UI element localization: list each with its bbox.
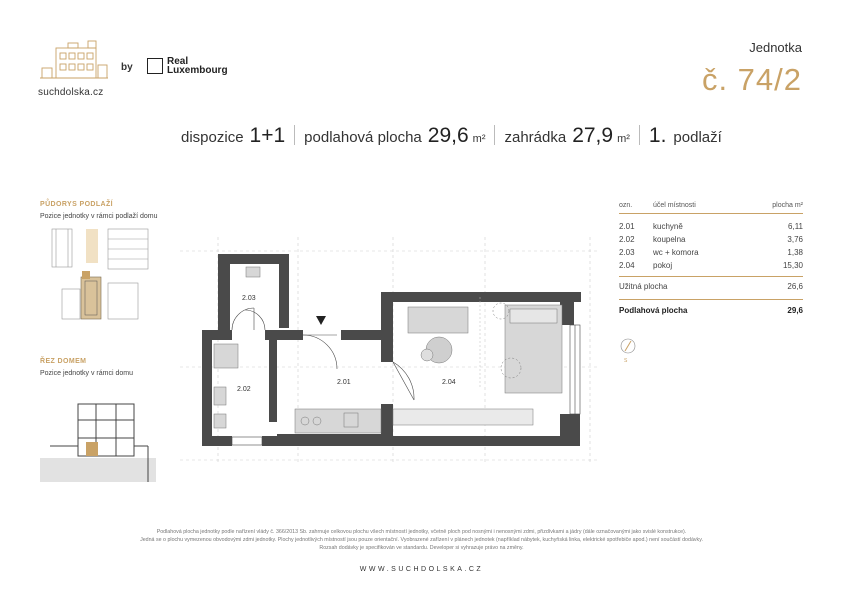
footer-note-line: Jedná se o plochu vymezenou obvodovými zdmi jednotky. Plochy jednotlivých místností jsou pouze orientační. Vyobrazené zařízení v plánech jednotek (například nábytek, kuchyňská linka, elektrické spotřebiče apod.) není součástí dodávky. (140, 537, 703, 543)
podlazi-value: 1. (648, 124, 667, 147)
footer-note (0, 528, 843, 552)
rooms-table (619, 202, 803, 320)
zahradka-value: 27,9 (572, 124, 614, 147)
room-label-2-03: 2.03 (242, 295, 256, 302)
partner-name-line2: Luxembourg (167, 65, 228, 76)
by-label: by (121, 62, 133, 73)
table-row (619, 220, 803, 233)
table-row (619, 233, 803, 246)
room-label-2-04: 2.04 (442, 379, 456, 386)
compass-icon (620, 338, 636, 356)
room-label-2-02: 2.02 (237, 386, 251, 393)
room-code: 2.04 (619, 261, 635, 270)
section-diagram (40, 402, 160, 484)
rez-subtitle: Pozice jednotky v rámci domu (40, 370, 133, 377)
website-link[interactable]: WWW.SUCHDOLSKA.CZ (359, 566, 484, 573)
pudorys-subtitle: Pozice jednotky v rámci podlaží domu (40, 213, 158, 220)
room-area: 3,76 (787, 235, 803, 244)
summary-divider (294, 125, 295, 145)
room-name: koupelna (653, 235, 686, 244)
room-label-2-01: 2.01 (337, 379, 351, 386)
partner-name-line1: Real (167, 56, 189, 67)
header-area: plocha m² (772, 202, 803, 209)
header-name: účel místnosti (653, 202, 696, 209)
room-area: 15,30 (782, 261, 803, 270)
room-name: wc + komora (653, 248, 699, 257)
site-logo-text: suchdolska.cz (38, 87, 104, 98)
rez-title: ŘEZ DOMEM (40, 358, 87, 365)
dispozice-label: dispozice (181, 129, 244, 146)
dispozice-value: 1+1 (249, 124, 286, 147)
table-row (619, 246, 803, 259)
partner-logo[interactable] (147, 57, 228, 75)
room-area: 6,11 (788, 222, 803, 231)
podlazi-label: podlaží (673, 129, 722, 146)
room-name: pokoj (653, 261, 673, 270)
zahradka-unit: m² (617, 133, 630, 145)
footer-note-line: Rozsah dodávky je specifikován ve standardu. Developer si vyhrazuje právo na změny. (319, 545, 524, 551)
plocha-label: podlahová plocha (304, 129, 422, 146)
room-code: 2.03 (619, 248, 635, 257)
zahradka-label: zahrádka (504, 129, 567, 146)
plocha-value: 29,6 (427, 124, 469, 147)
usable-area-row (619, 276, 803, 295)
floor-area-label: Podlahová plocha (619, 305, 688, 315)
rooms-table-header (619, 202, 803, 214)
plocha-unit: m² (472, 133, 486, 145)
partner-logo-mark-icon (147, 58, 163, 74)
site-logo[interactable] (38, 40, 110, 98)
floor-area-value: 29,6 (787, 305, 803, 315)
unit-label: Jednotka (749, 40, 802, 55)
room-code: 2.01 (619, 222, 635, 231)
unit-floor-plan (180, 237, 600, 463)
building-logo-icon (38, 40, 110, 80)
pudorys-title: PŮDORYS PODLAŽÍ (40, 201, 114, 208)
room-name: kuchyně (653, 222, 683, 231)
table-row (619, 259, 803, 272)
compass-label: S (624, 358, 628, 364)
floor-area-row (619, 299, 803, 320)
unit-number: č. 74/2 (701, 62, 802, 97)
summary-divider (494, 125, 495, 145)
footer-note-line: Podlahová plocha jednotky podle nařízení vlády č. 366/2013 Sb. zahrnuje celkovou plochu všech místností jednotky, včetně ploch pod nosnými i nenosnými zdmi, přizdívkami a jádry (dále označovanými jako svislé konstrukce). (156, 529, 687, 535)
usable-area-label: Užitná plocha (619, 281, 668, 291)
header-code: ozn. (619, 202, 633, 209)
floor-position-diagram (48, 227, 152, 327)
room-area: 1,38 (787, 248, 803, 257)
summary-divider (639, 125, 640, 145)
room-code: 2.02 (619, 235, 635, 244)
usable-area-value: 26,6 (787, 281, 803, 291)
unit-summary (181, 122, 728, 148)
